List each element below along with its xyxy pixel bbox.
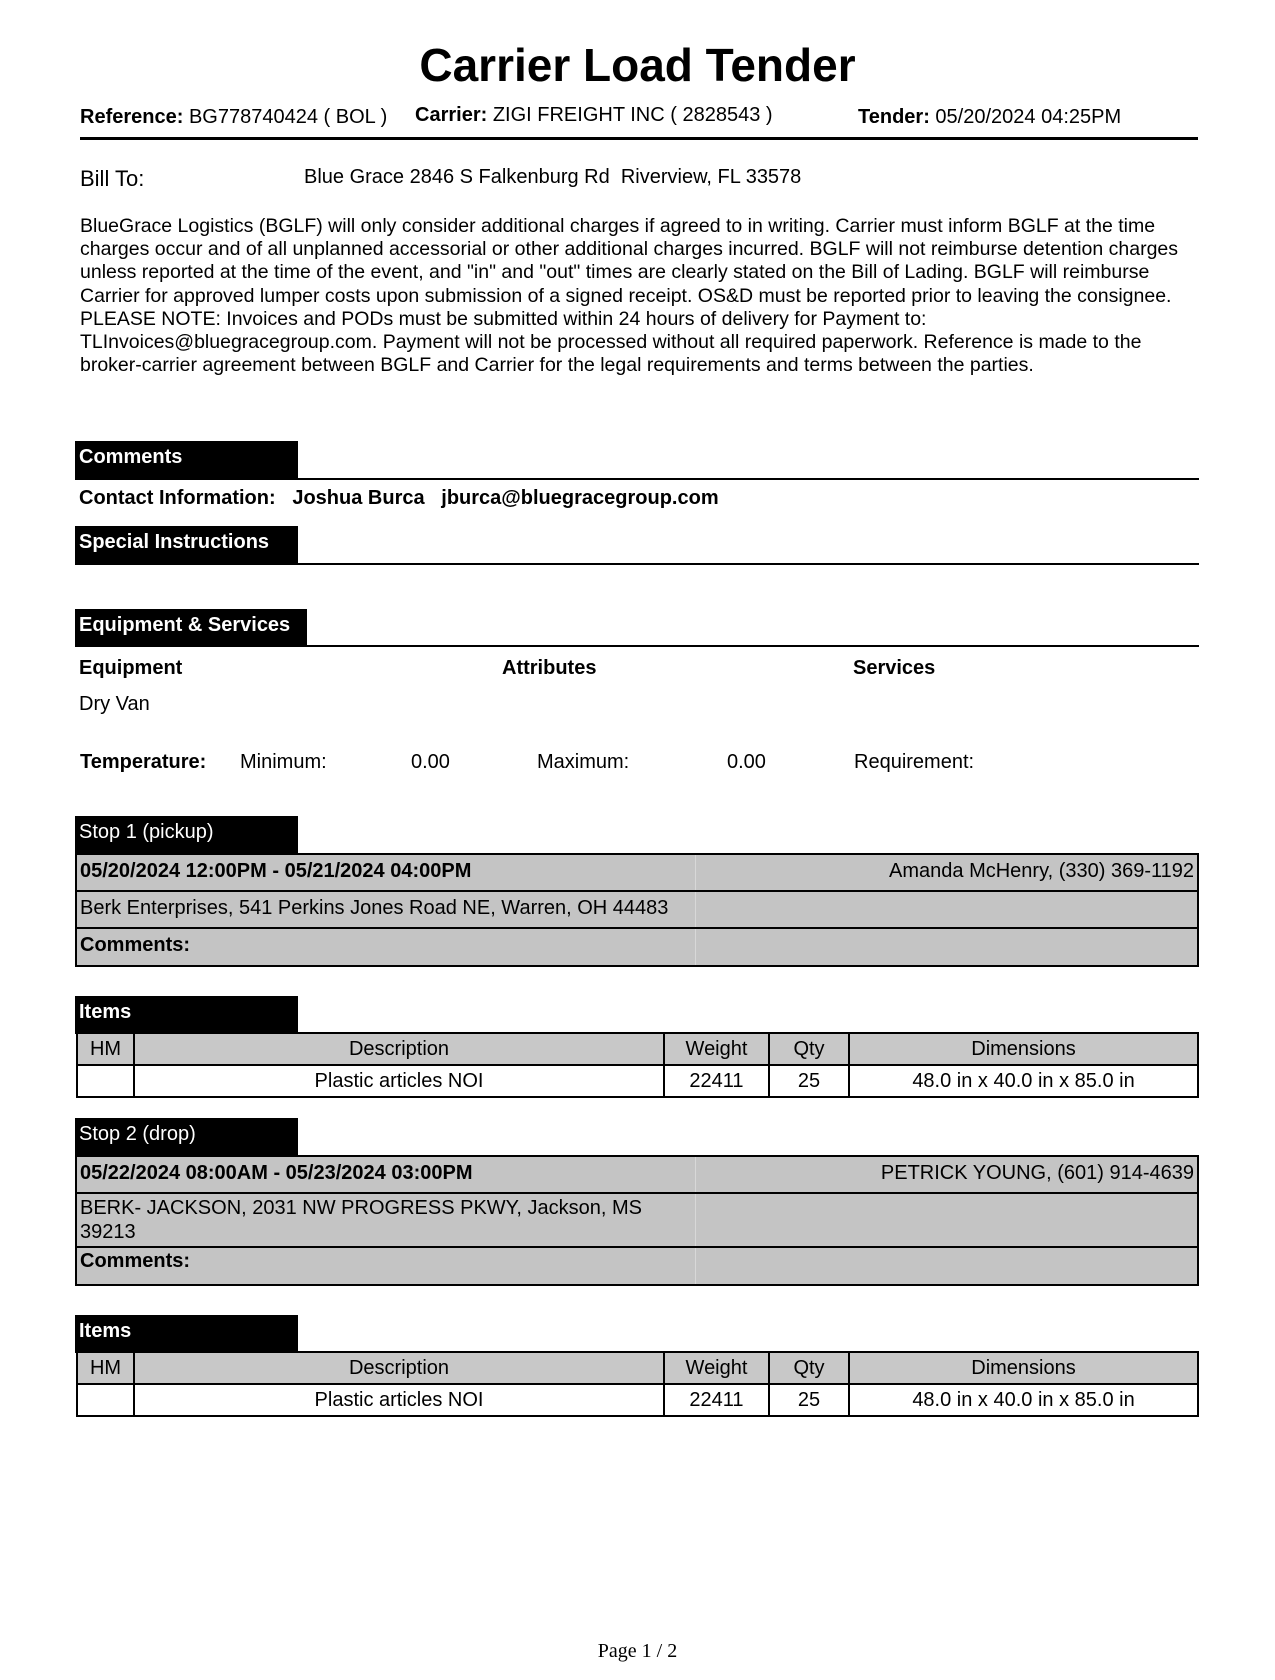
stop-1-address-row: [77, 892, 1197, 929]
column-header-hm: HM: [77, 1352, 134, 1384]
stop-1-heading: Stop 1 (pickup): [75, 816, 298, 854]
requirement-label: Requirement:: [854, 751, 975, 773]
stop-1-comments-label: Comments:: [80, 934, 191, 956]
stop-2-window: 05/22/2024 08:00AM - 05/23/2024 03:00PM: [80, 1162, 473, 1184]
stop-1-address: Berk Enterprises, 541 Perkins Jones Road NE, Warren, OH 44483: [80, 897, 669, 919]
items-header-row: [77, 1352, 1198, 1384]
attributes-column-header: Attributes: [502, 657, 597, 679]
maximum-value: 0.00: [727, 751, 766, 773]
items-header-row: [77, 1033, 1198, 1065]
stop-1-comments-row: [77, 929, 1197, 965]
table-row: [77, 1065, 1198, 1097]
item-description: Plastic articles NOI: [134, 1065, 664, 1097]
reference: [80, 106, 387, 129]
column-header-qty: Qty: [769, 1033, 849, 1065]
comments-heading: Comments: [75, 441, 298, 479]
stop-1-window: 05/20/2024 12:00PM - 05/21/2024 04:00PM: [80, 860, 472, 882]
column-header-weight: Weight: [664, 1352, 769, 1384]
column-header-dimensions: Dimensions: [849, 1352, 1198, 1384]
stop-1-items-table: [76, 1032, 1199, 1098]
tender: [858, 106, 1121, 129]
comments-divider: [75, 478, 1199, 480]
carrier: [415, 104, 773, 127]
column-header-qty: Qty: [769, 1352, 849, 1384]
carrier-value: ZIGI FREIGHT INC ( 2828543 ): [492, 104, 773, 126]
stop-2-items-heading: Items: [75, 1315, 298, 1353]
header-divider: [80, 137, 1198, 140]
item-hm: [77, 1384, 134, 1416]
contact-name: Joshua Burca: [292, 487, 425, 509]
table-row: [77, 1384, 1198, 1416]
contact-information: [79, 487, 719, 510]
bill-to-value: Blue Grace 2846 S Falkenburg Rd Riverview, FL 33578: [304, 166, 802, 188]
equipment-value: Dry Van: [79, 693, 150, 715]
equipment-services-heading: Equipment & Services: [75, 609, 307, 647]
stop-1-contact: Amanda McHenry, (330) 369-1192: [889, 860, 1194, 882]
stop-2-comments-label: Comments:: [80, 1250, 191, 1272]
column-header-description: Description: [134, 1033, 664, 1065]
column-header-hm: HM: [77, 1033, 134, 1065]
column-header-description: Description: [134, 1352, 664, 1384]
terms-paragraph: BlueGrace Logistics (BGLF) will only consider additional charges if agreed to in writing. Carrier must inform BGLF at the time charges occur and of all unplanned accessorial or other additional charges incurred. BGLF will not reimburse detention charges unless reported at the time of the event, and "in" and "out" times are clearly stated on the Bill of Lading. BGLF will reimburse Carrier for approved lumper costs upon submission of a signed receipt. OS&D must be reported prior to leaving the consignee. PLEASE NOTE: Invoices and PODs must be submitted within 24 hours of delivery for Payment to: TLInvoices@bluegracegroup.com. Payment will not be processed without all required paperwork. Reference is made to the broker-carrier agreement between BGLF and Carrier for the legal requirements and terms between the parties.: [80, 215, 1179, 377]
stop-2-address-row: [77, 1194, 1197, 1248]
item-weight: 22411: [664, 1384, 769, 1416]
special-instructions-heading: Special Instructions: [75, 526, 298, 564]
stop-2-items-table: [76, 1351, 1199, 1417]
stop-2-address: [80, 1196, 642, 1244]
stop-2-comments-row: [77, 1248, 1197, 1284]
stop-1-items-heading: Items: [75, 996, 298, 1034]
bill-to-label: Bill To:: [80, 166, 145, 191]
stop-2-window-row: [77, 1157, 1197, 1194]
equipment-column-header: Equipment: [79, 657, 183, 679]
item-dimensions: 48.0 in x 40.0 in x 85.0 in: [849, 1384, 1198, 1416]
reference-value: BG778740424 ( BOL ): [188, 106, 388, 128]
stop-1-window-row: [77, 855, 1197, 892]
stop-1-details: [75, 853, 1199, 967]
contact-label: Contact Information:: [79, 487, 276, 509]
temperature-label: Temperature:: [80, 751, 207, 773]
item-qty: 25: [769, 1065, 849, 1097]
stop-2-address-line-2: 39213: [80, 1221, 136, 1243]
item-hm: [77, 1065, 134, 1097]
stop-2-address-line-1: BERK- JACKSON, 2031 NW PROGRESS PKWY, Jackson, MS: [80, 1197, 643, 1219]
equipment-divider: [75, 645, 1199, 647]
document-title: Carrier Load Tender: [419, 39, 856, 91]
item-dimensions: 48.0 in x 40.0 in x 85.0 in: [849, 1065, 1198, 1097]
stop-2-contact: PETRICK YOUNG, (601) 914-4639: [880, 1162, 1194, 1184]
tender-value: 05/20/2024 04:25PM: [935, 106, 1122, 128]
minimum-label: Minimum:: [240, 751, 327, 773]
column-header-dimensions: Dimensions: [849, 1033, 1198, 1065]
page-number: Page 1 / 2: [597, 1640, 678, 1662]
minimum-value: 0.00: [411, 751, 450, 773]
contact-email: jburca@bluegracegroup.com: [441, 487, 719, 509]
maximum-label: Maximum:: [537, 751, 630, 773]
stop-2-details: [75, 1155, 1199, 1286]
column-header-weight: Weight: [664, 1033, 769, 1065]
carrier-label: Carrier:: [415, 104, 488, 126]
item-qty: 25: [769, 1384, 849, 1416]
special-instructions-divider: [75, 563, 1199, 565]
item-description: Plastic articles NOI: [134, 1384, 664, 1416]
services-column-header: Services: [853, 657, 936, 679]
tender-label: Tender:: [858, 106, 930, 128]
stop-2-heading: Stop 2 (drop): [75, 1118, 298, 1156]
item-weight: 22411: [664, 1065, 769, 1097]
reference-label: Reference:: [80, 106, 184, 128]
